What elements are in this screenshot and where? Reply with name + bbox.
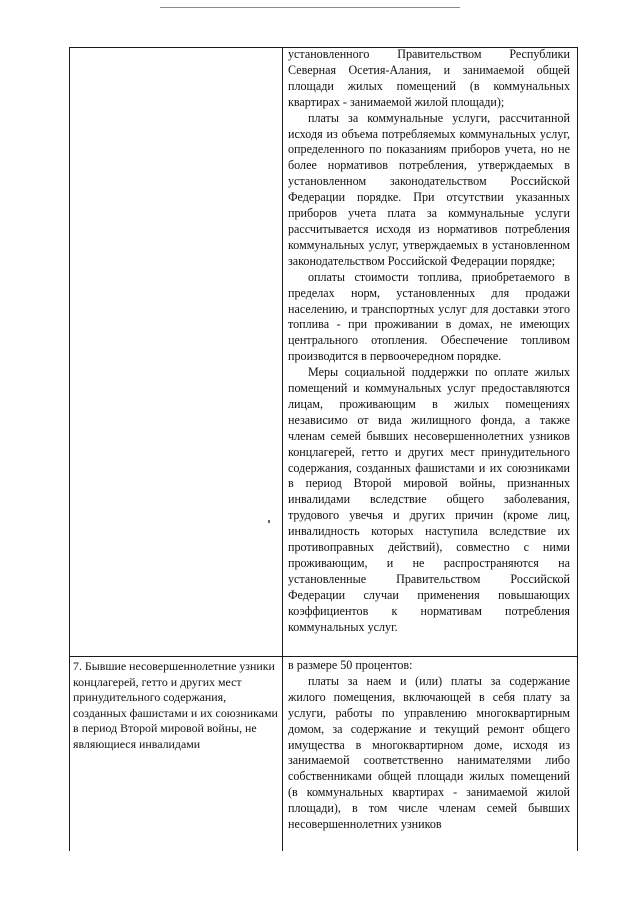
scan-speck	[268, 520, 270, 523]
top-scan-rule	[160, 7, 460, 8]
row2-left-cell: 7. Бывшие несовершеннолетние узники концлагерей, гетто и других мест принудительного содержания, созданных фашистами и их союзниками в период Второй мировой войны, не являющиеся инвалидами	[73, 659, 278, 751]
row2-paragraph-2: платы за наем и (или) платы за содержание жилого помещения, включающей в себя плату за услуги, работы по управлению многоквартирным домом, за содержание и текущий ремонт общего имущества в многоквартирном доме, исходя из занимаемой соответственно нанимателями либо собственниками общей площади жилых помещений (в коммунальных квартирах - занимаемой жилой площади), в том числе членам семей бывших несовершеннолетних узников	[288, 673, 570, 832]
row1-paragraph-2: платы за коммунальные услуги, рассчитанной исходя из объема потребляемых коммунальных услуг, определенного по показаниям приборов учета, но не более нормативов потребления, утверждаемых в установленном законодательством Российской Федерации порядке. При отсутствии указанных приборов учета плата за коммунальные услуги рассчитывается исходя из нормативов потребления коммунальных услуг, утверждаемых в установленном законодательством Российской Федерации порядке;	[288, 110, 570, 268]
table-row-divider	[69, 656, 578, 657]
table-border-right	[577, 47, 578, 851]
row1-paragraph-1: установленного Правительством Республики Северная Осетия-Алания, и занимаемой общей площади жилых помещений (в коммунальных квартирах - занимаемой жилой площади);	[288, 47, 570, 109]
row2-right-cell	[288, 658, 570, 833]
benefits-table	[69, 47, 578, 851]
row1-right-cell	[288, 47, 570, 636]
table-column-divider	[282, 47, 283, 851]
table-border-left	[69, 47, 70, 851]
row1-paragraph-3: оплаты стоимости топлива, приобретаемого в пределах норм, установленных для продажи населению, и транспортных услуг для доставки этого топлива - при проживании в домах, не имеющих центрального отопления. Обеспечение топливом производится в первоочередном порядке.	[288, 269, 570, 364]
row1-paragraph-4: Меры социальной поддержки по оплате жилых помещений и коммунальных услуг предоставляются лицам, проживающим в жилых помещениях независимо от вида жилищного фонда, а также членам семей бывших несовершеннолетних узников концлагерей, гетто и других мест принудительного содержания, созданных фашистами и их союзниками в период Второй мировой войны, признанных инвалидами вследствие общего заболевания, трудового увечья и других причин (кроме лиц, инвалидность которых наступила вследствие их противоправных действий), совместно с ними проживающим, и не распространяются на установленные Правительством Российской Федерации случаи применения повышающих коэффициентов к нормативам потребления коммунальных услуг.	[288, 365, 570, 634]
row2-paragraph-1: в размере 50 процентов:	[288, 658, 413, 672]
